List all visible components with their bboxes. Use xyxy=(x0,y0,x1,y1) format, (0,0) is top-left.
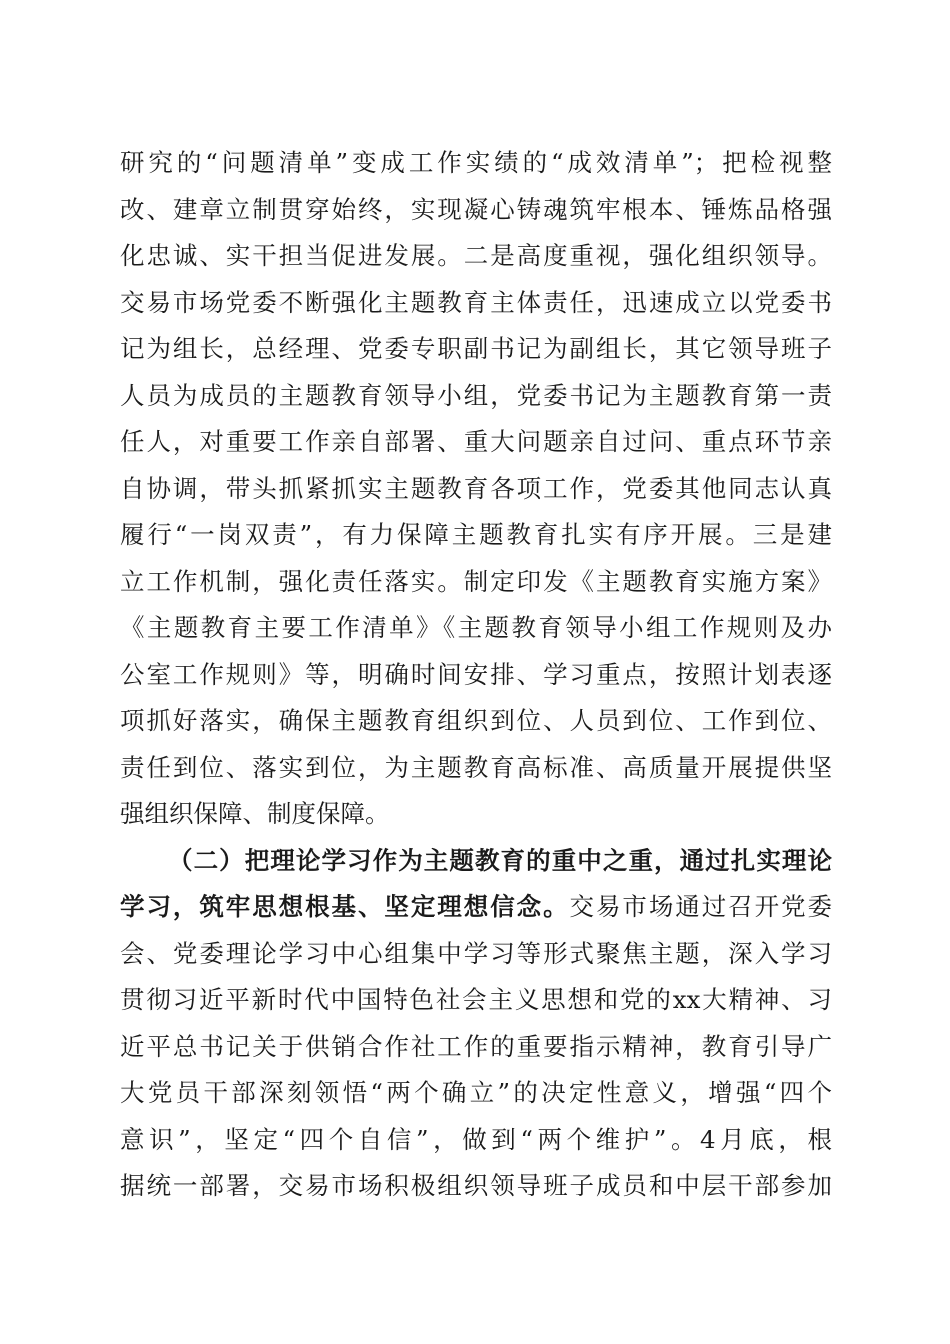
text-segment: 近平总书记关于供销合作社工作的重要指示精神，教育引导广 xyxy=(120,1031,832,1061)
text-line xyxy=(120,698,832,745)
text-line xyxy=(120,605,832,652)
text-segment: 记为组长，总经理、党委专职副书记为副组长，其它领导班子 xyxy=(120,334,832,363)
text-segment: 《主题教育主要工作清单》《主题教育领导小组工作规则及办 xyxy=(120,613,832,642)
text-segment: 强组织保障、制度保障。 xyxy=(120,799,390,828)
text-segment: 交易市场党委不断强化主题教育主体责任，迅速成立以党委书 xyxy=(120,287,832,317)
text-segment: 研究的“问题清单”变成工作实绩的“成效清单”；把检视整 xyxy=(120,148,832,177)
text-segment: 意识”，坚定“四个自信”，做到“两个维护”。4月底，根 xyxy=(120,1124,832,1154)
text-segment: 项抓好落实，确保主题教育组织到位、人员到位、工作到位、 xyxy=(120,706,832,735)
text-line xyxy=(120,1163,832,1210)
text-segment: 公室工作规则》等，明确时间安排、学习重点，按照计划表逐 xyxy=(120,659,832,689)
text-segment: 交易市场通过召开党委 xyxy=(569,892,833,921)
text-segment: 化忠诚、实干担当促进发展。二是高度重视，强化组织领导。 xyxy=(120,241,832,270)
text-line xyxy=(120,931,832,978)
text-line xyxy=(120,1024,832,1071)
text-line xyxy=(120,559,832,606)
text-segment: 改、建章立制贯穿始终，实现凝心铸魂筑牢根本、锤炼品格强 xyxy=(120,194,832,224)
text-line xyxy=(120,512,832,559)
text-line xyxy=(120,373,832,420)
text-segment: 据统一部署，交易市场积极组织领导班子成员和中层干部参加 xyxy=(120,1171,832,1200)
text-line xyxy=(120,652,832,699)
text-segment: 贯彻习近平新时代中国特色社会主义思想和党的xx大精神、习 xyxy=(120,985,832,1014)
text-segment: 大党员干部深刻领悟“两个确立”的决定性意义，增强“四个 xyxy=(120,1078,832,1107)
text-segment: 立工作机制，强化责任落实。制定印发《主题教育实施方案》 xyxy=(120,566,832,596)
text-line xyxy=(120,326,832,373)
text-segment: 责任到位、落实到位，为主题教育高标准、高质量开展提供坚 xyxy=(120,752,832,782)
bold-text-segment: （二）把理论学习作为主题教育的重中之重，通过扎实理论 xyxy=(168,845,832,875)
text-line xyxy=(120,419,832,466)
text-line xyxy=(120,1070,832,1117)
text-line xyxy=(120,280,832,327)
document-body xyxy=(120,140,832,1210)
text-line xyxy=(120,187,832,234)
text-segment: 任人，对重要工作亲自部署、重大问题亲自过问、重点环节亲 xyxy=(120,427,832,456)
text-segment: 会、党委理论学习中心组集中学习等形式聚焦主题，深入学习 xyxy=(120,938,832,968)
text-segment: 履行“一岗双责”，有力保障主题教育扎实有序开展。三是建 xyxy=(120,520,832,549)
text-line xyxy=(120,791,832,838)
text-line xyxy=(120,745,832,792)
text-line xyxy=(120,1117,832,1164)
text-segment: 人员为成员的主题教育领导小组，党委书记为主题教育第一责 xyxy=(120,380,832,410)
text-segment: 自协调，带头抓紧抓实主题教育各项工作，党委其他同志认真 xyxy=(120,473,832,503)
text-line xyxy=(120,140,832,187)
text-line xyxy=(120,884,832,931)
bold-text-segment: 学习，筑牢思想根基、坚定理想信念。 xyxy=(120,892,570,921)
text-line xyxy=(120,233,832,280)
text-line xyxy=(120,977,832,1024)
text-line xyxy=(120,466,832,513)
text-line xyxy=(120,838,832,885)
